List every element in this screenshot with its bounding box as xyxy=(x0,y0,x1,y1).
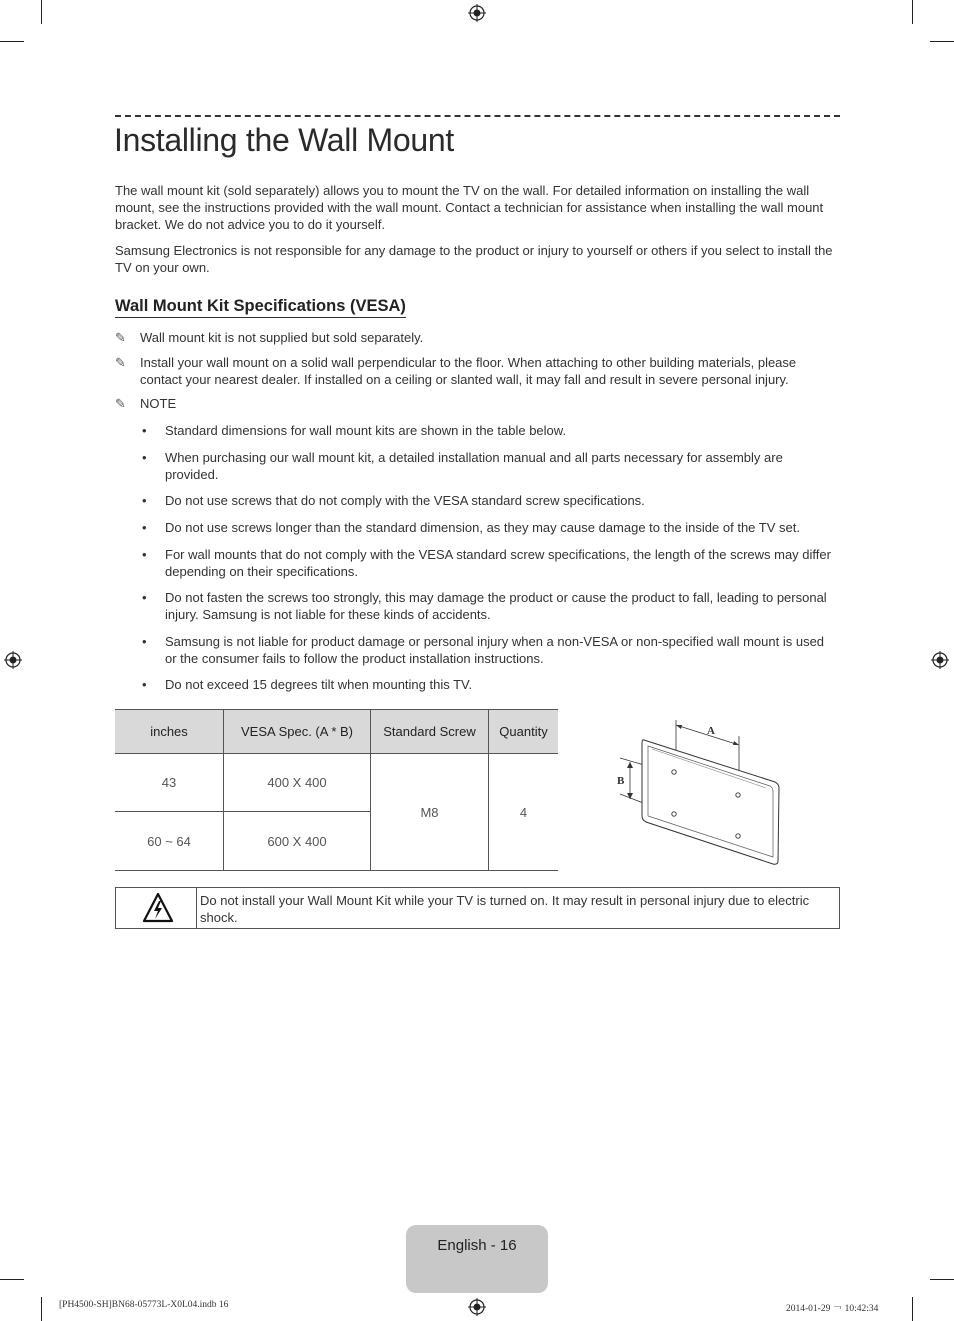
registration-mark-icon xyxy=(468,4,486,22)
electric-shock-warning-icon xyxy=(142,892,174,924)
list-item xyxy=(142,589,837,623)
column-header: Quantity xyxy=(489,710,559,754)
registration-mark-icon xyxy=(468,1298,486,1316)
list-item-text: Do not use screws that do not comply with the VESA standard screw specifications. xyxy=(165,493,645,508)
crop-mark xyxy=(0,41,24,42)
note-label: NOTE xyxy=(140,396,177,411)
table-cell: 43 xyxy=(115,754,224,812)
registration-mark-icon xyxy=(4,651,22,669)
crop-mark xyxy=(41,0,42,24)
note-item xyxy=(115,330,840,347)
title-dashed-rule xyxy=(115,115,840,117)
note-item xyxy=(115,355,840,388)
pencil-icon: ✎ xyxy=(115,396,126,411)
crop-mark xyxy=(912,1297,913,1321)
print-slug-date: 2014-01-29 ￢ 10:42:34 xyxy=(786,1304,879,1314)
list-item xyxy=(142,633,837,667)
intro-paragraph: The wall mount kit (sold separately) allows you to mount the TV on the wall. For detailed information on installing the wall mount, see the instructions provided with the wall mount. Contact a technician for assistance when installing the wall mount bracket. We do not advice you to do it yourself. xyxy=(115,183,824,232)
list-item xyxy=(142,676,837,693)
pencil-icon: ✎ xyxy=(115,355,126,370)
crop-mark xyxy=(912,0,913,24)
table-cell: 600 X 400 xyxy=(224,812,371,871)
warning-text: Do not install your Wall Mount Kit while your TV is turned on. It may result in personal injury due to electric shock. xyxy=(200,893,810,925)
column-header: inches xyxy=(115,710,224,754)
table-cell: M8 xyxy=(371,754,489,871)
vesa-spec-table xyxy=(115,709,558,871)
bullet-icon: • xyxy=(142,547,147,562)
crop-mark xyxy=(0,1279,24,1280)
page-number-tab xyxy=(406,1225,548,1293)
list-item xyxy=(142,422,837,439)
list-item-text: Do not use screws longer than the standard dimension, as they may cause damage to the inside of the TV set. xyxy=(165,520,800,535)
page-number: English - 16 xyxy=(437,1237,517,1254)
list-item-text: When purchasing our wall mount kit, a detailed installation manual and all parts necessary for assembly are provided. xyxy=(165,450,783,482)
list-item-text: Do not fasten the screws too strongly, this may damage the product or cause the product to fall, leading to personal injury. Samsung is not liable for these kinds of accidents. xyxy=(165,590,827,622)
page-title: Installing the Wall Mount xyxy=(114,122,454,158)
column-header: Standard Screw xyxy=(371,710,489,754)
note-text: Install your wall mount on a solid wall perpendicular to the floor. When attaching to other building materials, please contact your nearest dealer. If installed on a ceiling or slanted wall, it may fall and result in severe personal injury. xyxy=(140,355,797,387)
registration-mark-icon xyxy=(931,651,949,669)
bullet-icon: • xyxy=(142,450,147,465)
tv-back-diagram xyxy=(612,718,787,870)
section-heading: Wall Mount Kit Specifications (VESA) xyxy=(115,297,406,318)
crop-mark xyxy=(930,1279,954,1280)
list-item-text: Samsung is not liable for product damage or personal injury when a non-VESA or non-specified wall mount is used or the consumer fails to follow the product installation instructions. xyxy=(165,634,825,666)
list-item xyxy=(142,449,837,483)
bullet-icon: • xyxy=(142,423,147,438)
column-header: VESA Spec. (A * B) xyxy=(224,710,371,754)
note-item xyxy=(115,396,840,413)
list-item-text: For wall mounts that do not comply with the VESA standard screw specifications, the length of the screws may differ depending on their specifications. xyxy=(165,547,831,579)
note-text: Wall mount kit is not supplied but sold separately. xyxy=(140,330,424,345)
table-cell: 4 xyxy=(489,754,559,871)
table-row xyxy=(115,754,558,812)
list-item xyxy=(142,492,837,509)
warning-icon-cell xyxy=(116,888,197,928)
list-item-text: Do not exceed 15 degrees tilt when mounting this TV. xyxy=(165,677,473,692)
dimension-b-label: B xyxy=(617,775,625,787)
list-item xyxy=(142,546,837,580)
bullet-icon: • xyxy=(142,590,147,605)
print-slug-file: [PH4500-SH]BN68-05773L-X0L04.indb 16 xyxy=(59,1300,229,1310)
table-header-row xyxy=(115,710,558,754)
warning-box xyxy=(115,887,840,929)
bullet-icon: • xyxy=(142,634,147,649)
table-cell: 60 ~ 64 xyxy=(115,812,224,871)
dimension-a-label: A xyxy=(707,725,715,737)
table-cell: 400 X 400 xyxy=(224,754,371,812)
list-item xyxy=(142,519,837,536)
crop-mark xyxy=(41,1297,42,1321)
list-item-text: Standard dimensions for wall mount kits are shown in the table below. xyxy=(165,423,567,438)
bullet-icon: • xyxy=(142,493,147,508)
bullet-icon: • xyxy=(142,677,147,692)
intro-paragraph: Samsung Electronics is not responsible for any damage to the product or injury to yourself or others if you select to install the TV on your own. xyxy=(115,243,833,275)
pencil-icon: ✎ xyxy=(115,330,126,345)
crop-mark xyxy=(930,41,954,42)
bullet-icon: • xyxy=(142,520,147,535)
